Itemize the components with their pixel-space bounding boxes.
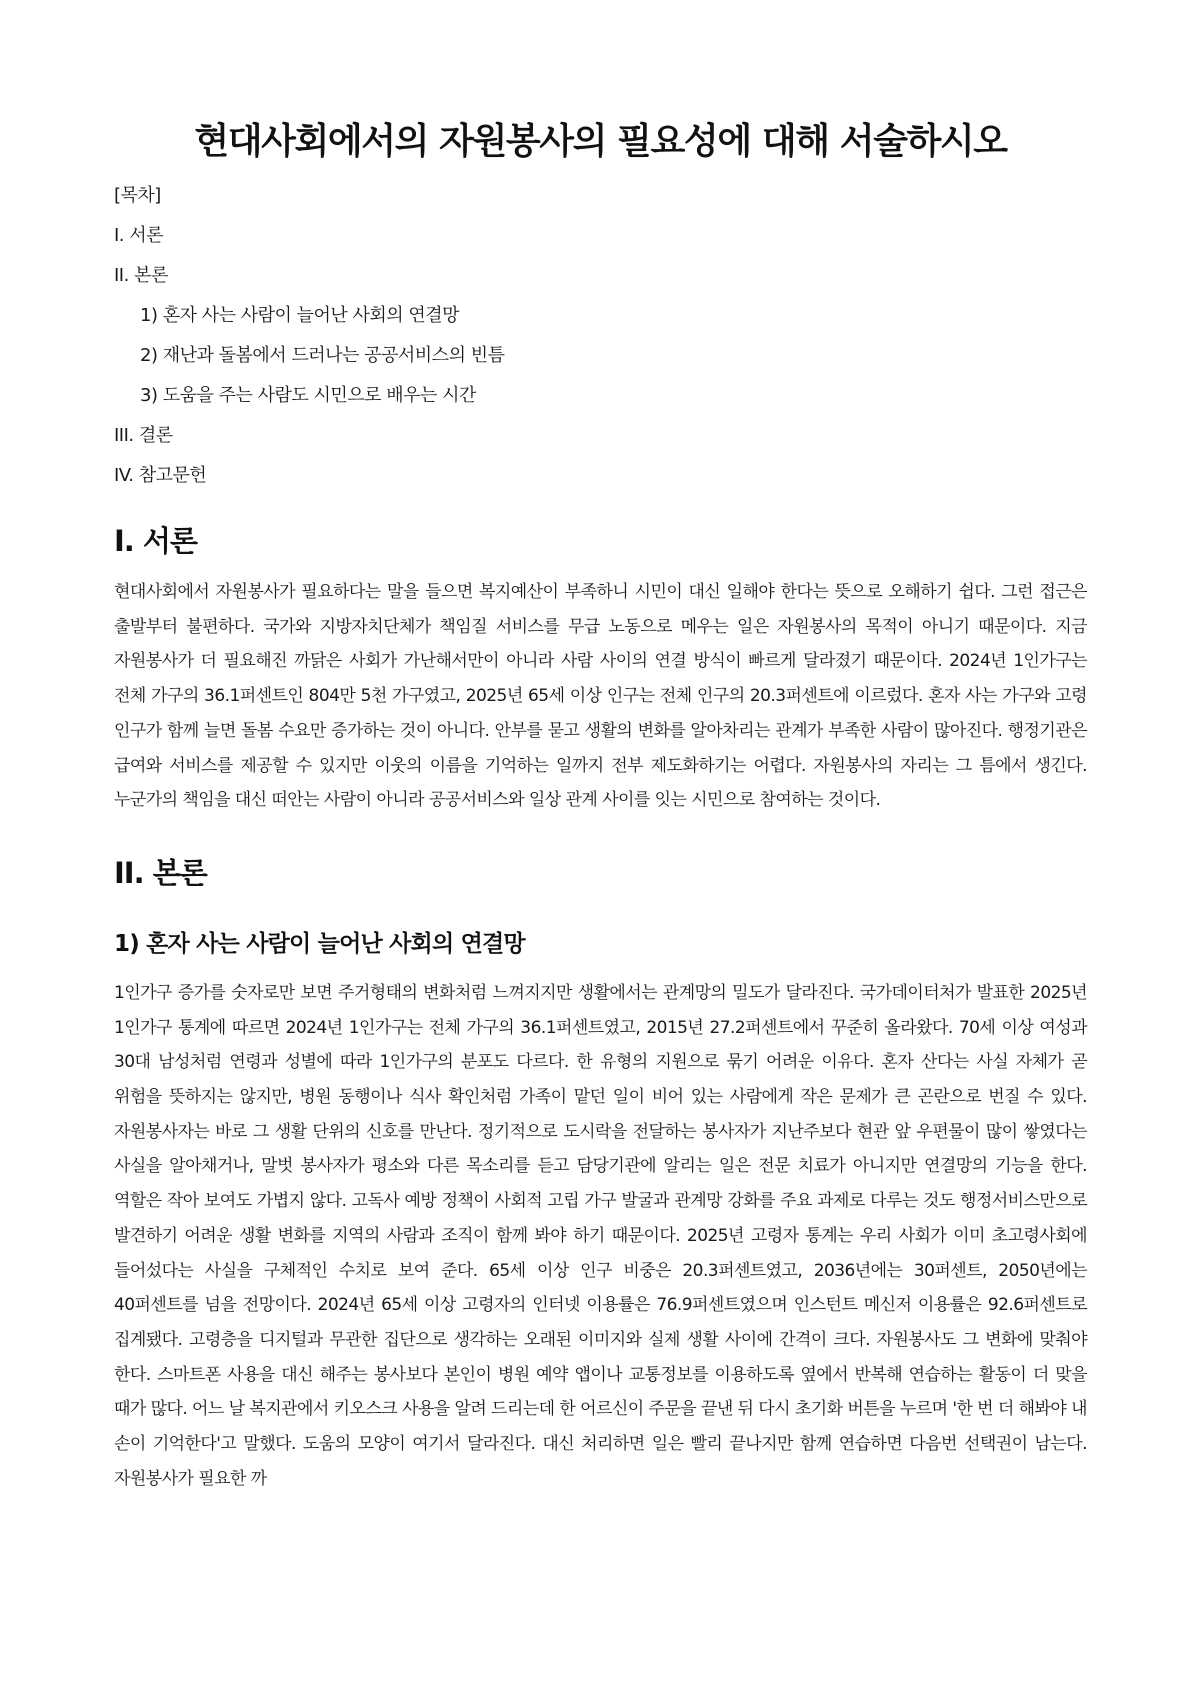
document-title: 현대사회에서의 자원봉사의 필요성에 대해 서술하시오 [194,121,1007,162]
toc-item-body-2: 2) 재난과 돌봄에서 드러나는 공공서비스의 빈틈 [140,345,505,366]
toc-item-intro: I. 서론 [114,225,164,246]
section-heading-intro: I. 서론 [114,524,197,558]
toc-heading: [목차] [114,185,161,206]
toc-item-body-1: 1) 혼자 사는 사람이 늘어난 사회의 연결망 [140,305,460,326]
toc-item-references: IV. 참고문헌 [114,465,207,486]
subsection-heading-1: 1) 혼자 사는 사람이 늘어난 사회의 연결망 [114,930,525,957]
toc-item-body-3: 3) 도움을 주는 사람도 시민으로 배우는 시간 [140,385,476,406]
subsection-1-paragraph: 1인가구 증가를 숫자로만 보면 주거형태의 변화처럼 느껴지지만 생활에서는 관계망의 밀도가 달라진다. 국가데이터처가 발표한 2025년 1인가구 통계에 따르면 2024년 1인가구는 전체 가구의 36.1퍼센트였고, 2015년 27.2퍼센트에서 꾸준히 올라왔다. 70세 이상 여성과 30대 남성처럼 연령과 성별에 따라 1인가구의 분포도 다르다. 한 유형의 지원으로 묶기 어려운 이유다. 혼자 산다는 사실 자체가 곧 위험을 뜻하지는 않지만, 병원 동행이나 식사 확인처럼 가족이 맡던 일이 비어 있는 사람에게 작은 문제가 큰 곤란으로 번질 수 있다. 자원봉사자는 바로 그 생활 단위의 신호를 만난다. 정기적으로 도시락을 전달하는 봉사자가 지난주보다 현관 앞 우편물이 많이 쌓였다는 사실을 알아채거나, 말벗 봉사자가 평소와 다른 목소리를 듣고 담당기관에 알리는 일은 전문 치료가 아니지만 연결망의 기능을 한다. 역할은 작아 보여도 가볍지 않다. 고독사 예방 정책이 사회적 고립 가구 발굴과 관계망 강화를 주요 과제로 다루는 것도 행정서비스만으로 발견하기 어려운 생활 변화를 지역의 사람과 조직이 함께 봐야 하기 때문이다. 2025년 고령자 통계는 우리 사회가 이미 초고령사회에 들어섰다는 사실을 구체적인 수치로 보여 준다. 65세 이상 인구 비중은 20.3퍼센트였고, 2036년에는 30퍼센트, 2050년에는 40퍼센트를 넘을 전망이다. 2024년 65세 이상 고령자의 인터넷 이용률은 76.9퍼센트였으며 인스턴트 메신저 이용률은 92.6퍼센트로 집계됐다. 고령층을 디지털과 무관한 집단으로 생각하는 오래된 이미지와 실제 생활 사이에 간격이 크다. 자원봉사도 그 변화에 맞춰야 한다. 스마트폰 사용을 대신 해주는 봉사보다 본인이 병원 예약 앱이나 교통정보를 이용하도록 옆에서 반복해 연습하는 활동이 더 맞을 때가 많다. 어느 날 복지관에서 키오스크 사용을 알려 드리는데 한 어르신이 주문을 끝낸 뒤 다시 초기화 버튼을 누르며 '한 번 더 해봐야 내 손이 기억한다'고 말했다. 도움의 모양이 여기서 달라진다. 대신 처리하면 일은 빨리 끝나지만 함께 연습하면 다음번 선택권이 남는다. 자원봉사가 필요한 까 [114,982,1087,1489]
intro-paragraph: 현대사회에서 자원봉사가 필요하다는 말을 들으면 복지예산이 부족하니 시민이 대신 일해야 한다는 뜻으로 오해하기 쉽다. 그런 접근은 출발부터 불편하다. 국가와 지방자치단체가 책임질 서비스를 무급 노동으로 메우는 일은 자원봉사의 목적이 아니기 때문이다. 지금 자원봉사가 더 필요해진 까닭은 사회가 가난해서만이 아니라 사람 사이의 연결 방식이 빠르게 달라졌기 때문이다. 2024년 1인가구는 전체 가구의 36.1퍼센트인 804만 5천 가구였고, 2025년 65세 이상 인구는 전체 인구의 20.3퍼센트에 이르렀다. 혼자 사는 가구와 고령 인구가 함께 늘면 돌봄 수요만 증가하는 것이 아니다. 안부를 묻고 생활의 변화를 알아차리는 관계가 부족한 사람이 많아진다. 행정기관은 급여와 서비스를 제공할 수 있지만 이웃의 이름을 기억하는 일까지 전부 제도화하기는 어렵다. 자원봉사의 자리는 그 틈에서 생긴다. 누군가의 책임을 대신 떠안는 사람이 아니라 공공서비스와 일상 관계 사이를 잇는 시민으로 참여하는 것이다. [114,582,1087,811]
toc-item-body: II. 본론 [114,265,168,286]
section-heading-body: II. 본론 [114,855,207,890]
toc-item-conclusion: III. 결론 [114,425,173,446]
table-of-contents [114,176,1087,496]
